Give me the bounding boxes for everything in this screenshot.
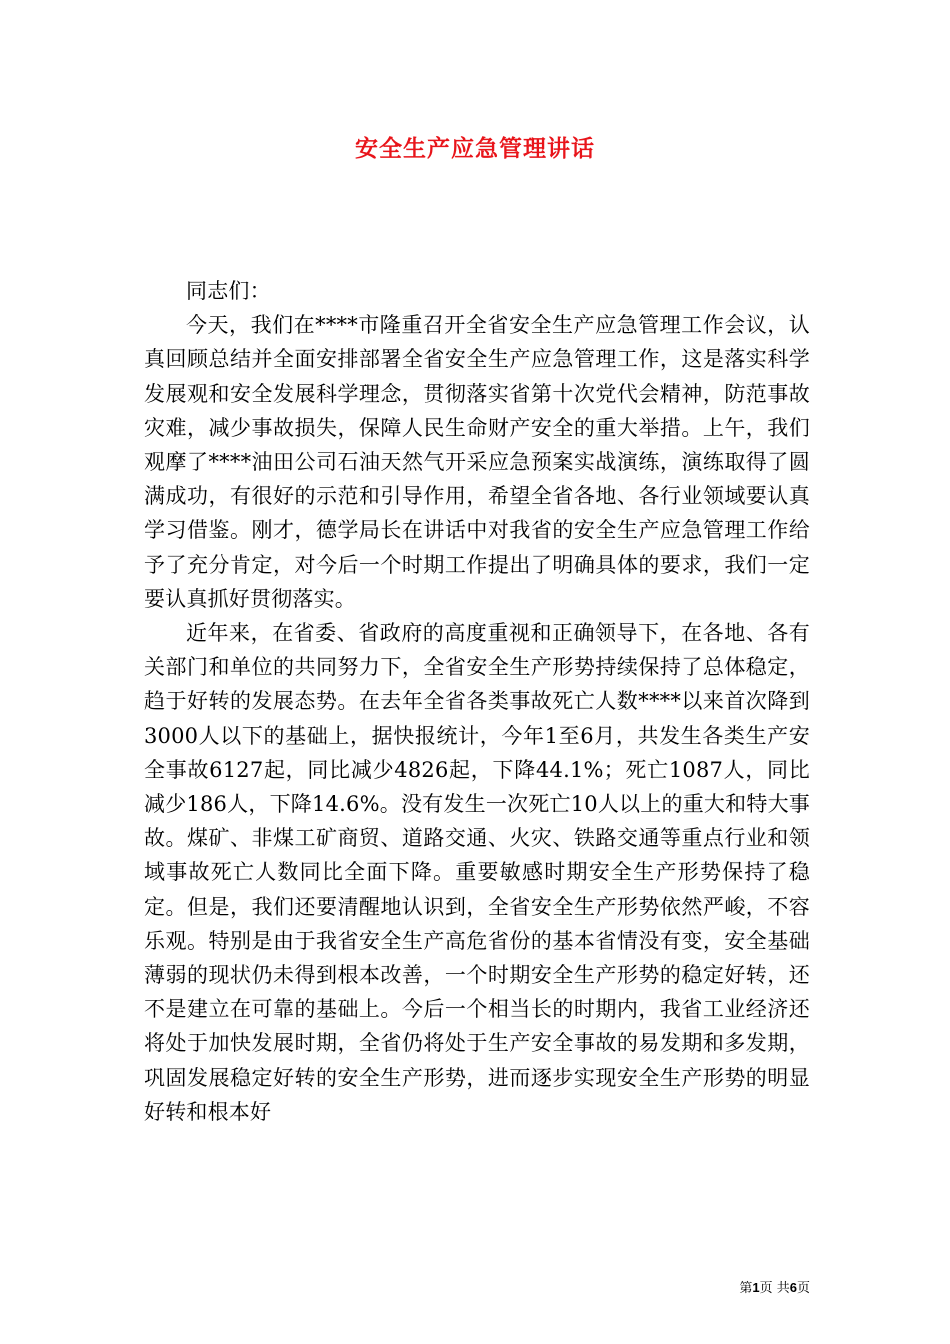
footer-total-pages: 6 xyxy=(789,1280,797,1295)
salutation: 同志们： xyxy=(186,279,271,303)
footer-current-page: 1 xyxy=(752,1280,760,1295)
footer-middle: 页 共 xyxy=(759,1281,790,1296)
page-footer xyxy=(560,1279,810,1298)
paragraph-1: 今天，我们在****市隆重召开全省安全生产应急管理工作会议，认真回顾总结并全面安排部署全省安全生产应急管理工作，这是落实科学发展观和安全发展科学理念，贯彻落实省第十次党代会精神，防范事故灾难，减少事故损失，保障人民生命财产安全的重大举措。上午，我们观摩了****油田公司石油天然气开采应急预案实战演练，演练取得了圆满成功，有很好的示范和引导作用，希望全省各地、各行业领域要认真学习借鉴。刚才，德学局长在讲话中对我省的安全生产应急管理工作给予了充分肯定，对今后一个时期工作提出了明确具体的要求，我们一定要认真抓好贯彻落实。 xyxy=(144,313,810,611)
document-body xyxy=(144,274,810,1129)
document-title: 安全生产应急管理讲话 xyxy=(355,135,595,162)
paragraph-2: 近年来，在省委、省政府的高度重视和正确领导下，在各地、各有关部门和单位的共同努力下，全省安全生产形势持续保持了总体稳定，趋于好转的发展态势。在去年全省各类事故死亡人数****以来首次降到3000人以下的基础上，据快报统计，今年1至6月，共发生各类生产安全事故6127起，同比减少4826起，下降44.1%；死亡1087人，同比减少186人，下降14.6%。没有发生一次死亡10人以上的重大和特大事故。煤矿、非煤工矿商贸、道路交通、火灾、铁路交通等重点行业和领域事故死亡人数同比全面下降。重要敏感时期安全生产形势保持了稳定。但是，我们还要清醒地认识到，全省安全生产形势依然严峻，不容乐观。特别是由于我省安全生产高危省份的基本省情没有变，安全基础薄弱的现状仍未得到根本改善，一个时期安全生产形势的稳定好转，还不是建立在可靠的基础上。今后一个相当长的时期内，我省工业经济还将处于加快发展时期，全省仍将处于生产安全事故的易发期和多发期，巩固发展稳定好转的安全生产形势，进而逐步实现安全生产形势的明显好转和根本好 xyxy=(144,621,810,1124)
footer-suffix: 页 xyxy=(796,1281,810,1296)
footer-prefix: 第 xyxy=(739,1281,753,1296)
